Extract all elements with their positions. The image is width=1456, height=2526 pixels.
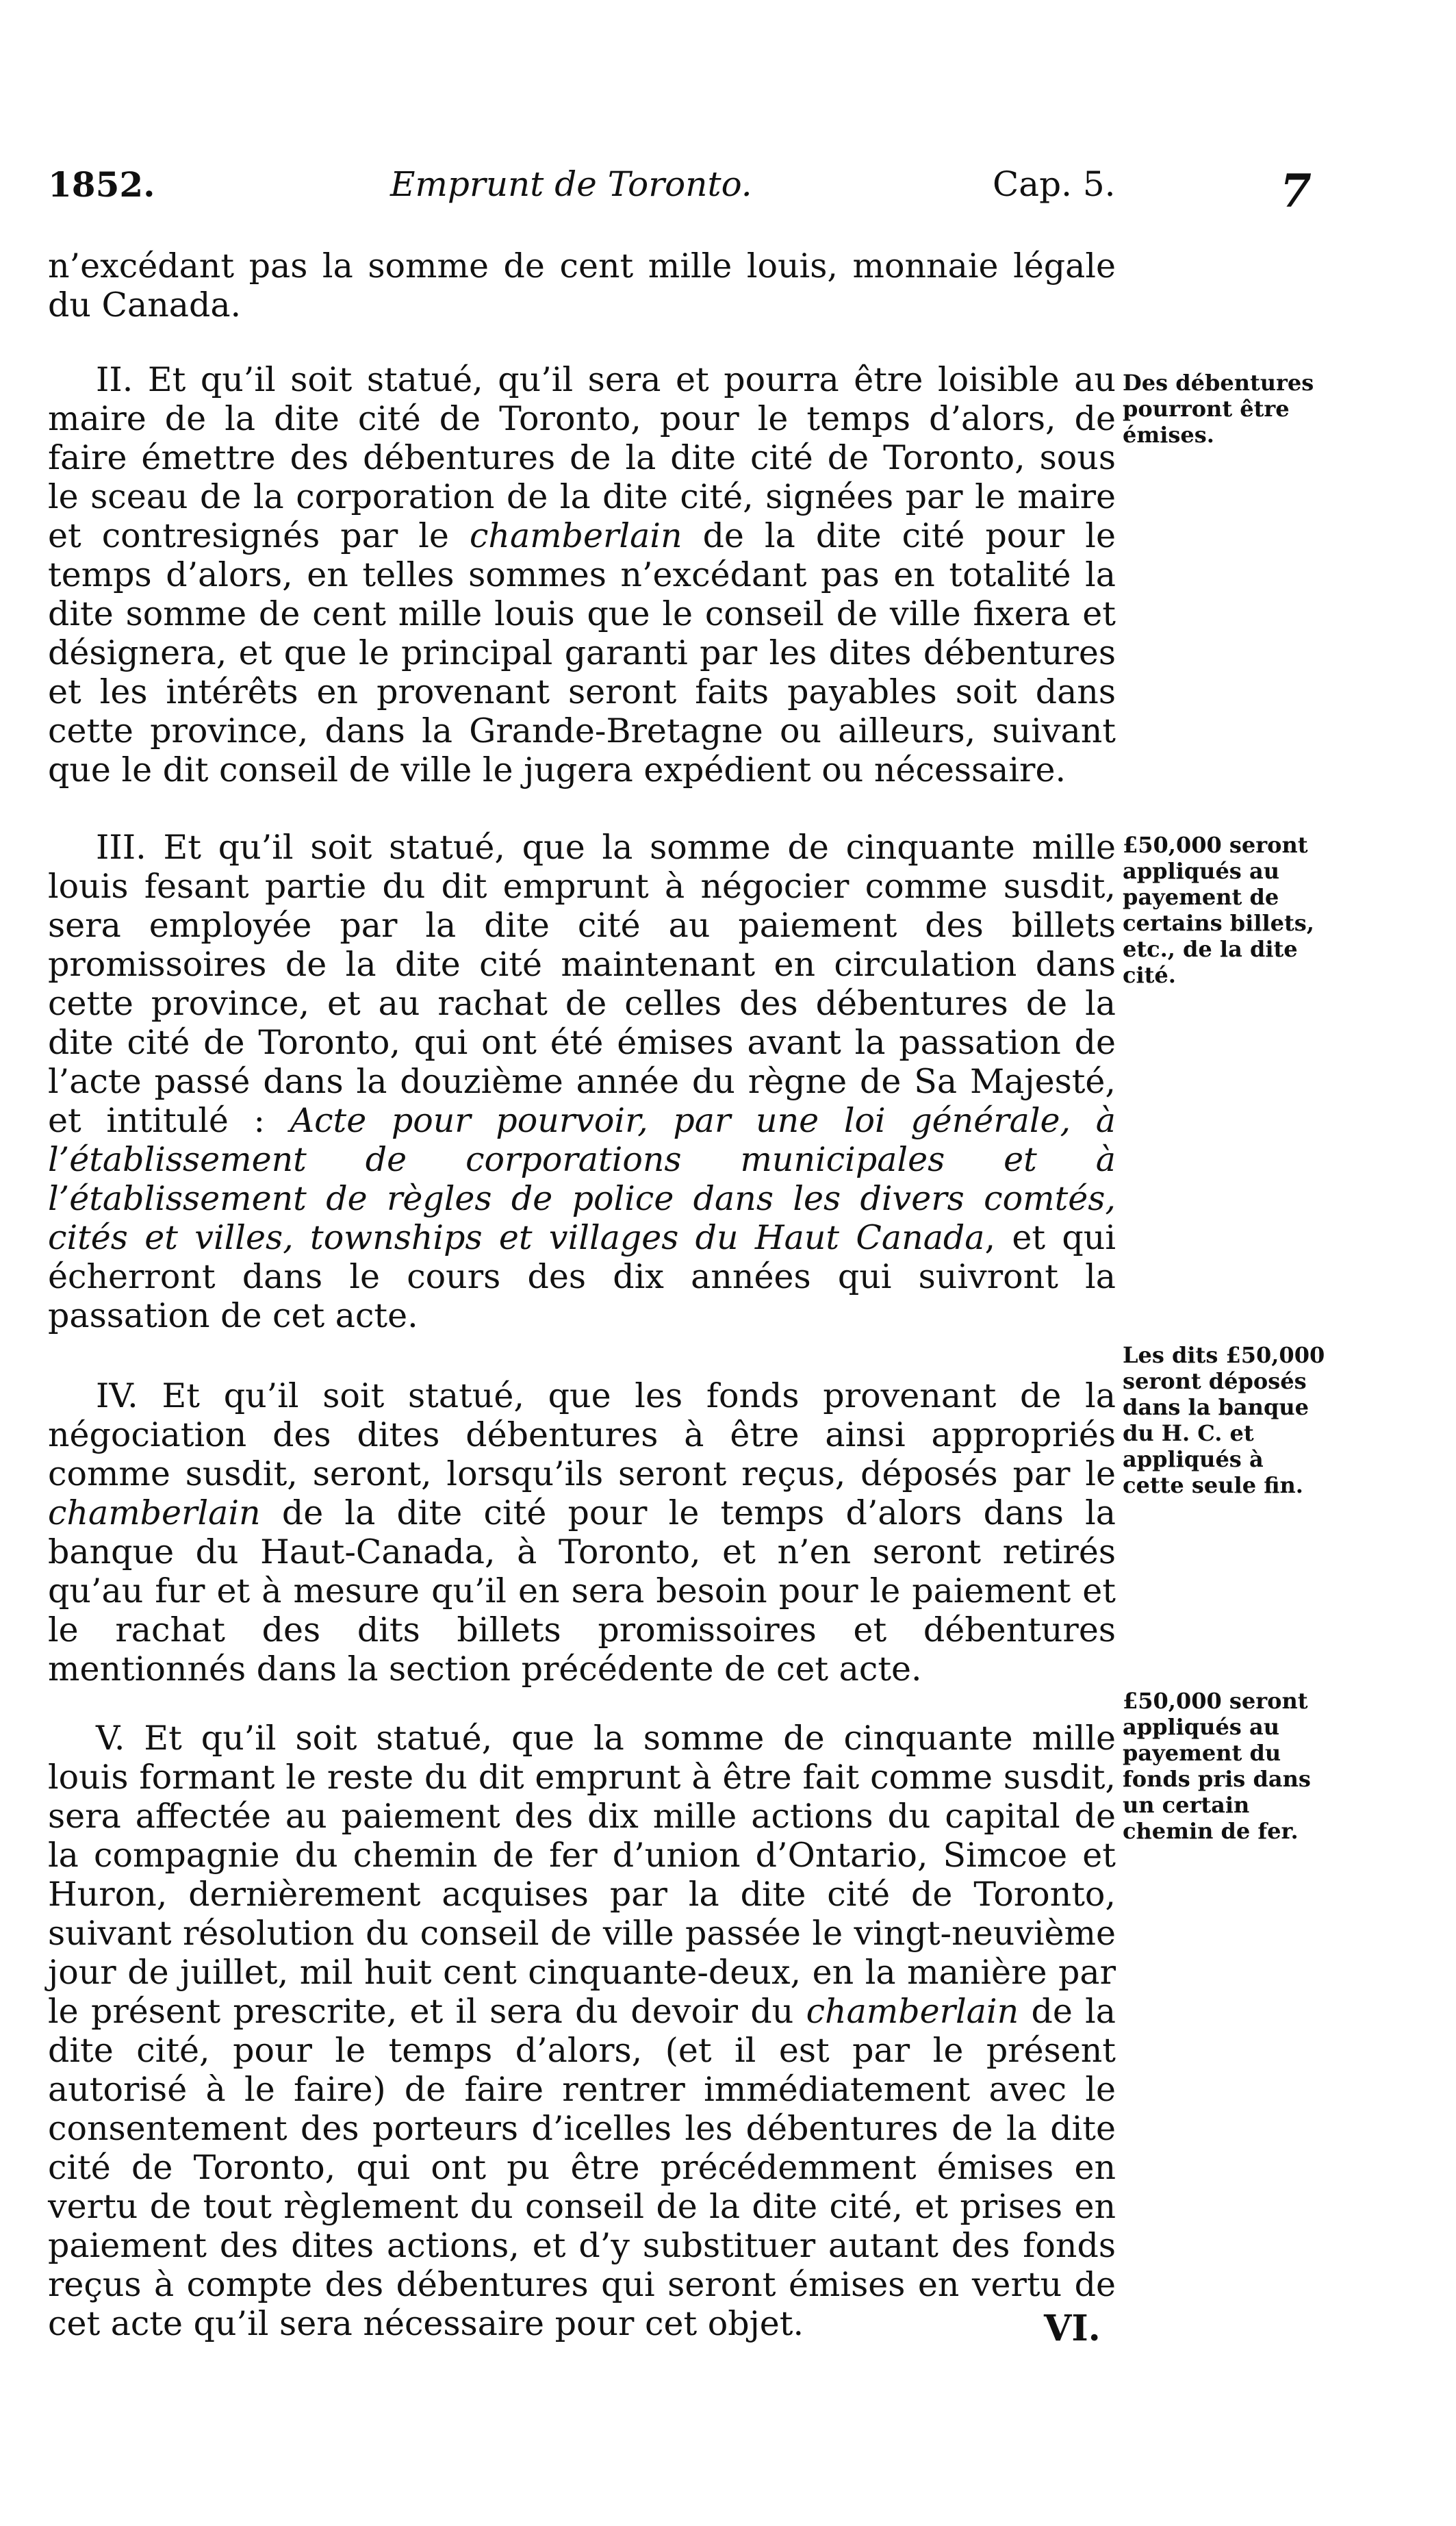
body-text [48,247,1116,2343]
section-ii [48,360,1116,790]
section-italic: Acte pour pourvoir, par une loi générale, à l’établissement de corporations municipales et à l’établissement de règles de police dans les divers comtés, cités et villes, townships et villages du Haut Canada [48,1101,1116,1257]
section-numeral: III. [96,828,146,867]
page-number: 7 [1280,164,1312,218]
section-v [48,1719,1116,2343]
section-iii [48,828,1116,1335]
header-chapter: Cap. 5. [993,164,1116,204]
margin-note-iii: £50,000 seront appliqués au payement de certains billets, etc., de la dite cité. [1123,832,1314,988]
section-text: Et qu’il soit statué, que la somme de cinquante mille louis formant le reste du dit emprunt à être fait comme susdit, sera affectée au paiement des dix mille actions du capital de la compagnie du chemin de fer d’union d’Ontario, Simcoe et Huron, dernièrement acquises par la dite cité de Toronto, suivant résolution du conseil de ville passée le vingt-neuvième jour de juillet, mil huit cent cinquante-deux, en la manière par le présent prescrite, et il sera du devoir du [48,1719,1116,2031]
header-title: Emprunt de Toronto. [390,164,752,204]
section-italic: chamberlain [469,516,682,555]
section-text: Et qu’il soit statué, que la somme de cinquante mille louis fesant partie du dit emprunt à négocier comme susdit, sera employée par la dite cité au paiement des billets promissoires de la dite cité maintenant en circulation dans cette province, et au rachat de celles des débentures de la dite cité de Toronto, qui ont été émises avant la passation de l’acte passé dans la douzième année du règne de Sa Majesté, et intitulé : [48,828,1116,1140]
section-iv [48,1376,1116,1689]
paragraph-continuation: n’excédant pas la somme de cent mille louis, monnaie légale du Canada. [48,247,1116,325]
section-italic: chamberlain [48,1493,261,1532]
section-text-cont: de la dite cité pour le temps d’alors, en telles sommes n’excédant pas en totalité la dite somme de cent mille louis que le conseil de ville fixera et désignera, et que le principal garanti par les dites débentures et les intérêts en provenant seront faits payables soit dans cette province, dans la Grande-Bretagne ou ailleurs, suivant que le dit conseil de ville le jugera expédient ou nécessaire. [48,516,1116,790]
section-text: Et qu’il soit statué, que les fonds provenant de la négociation des dites débentures à être ainsi appropriés comme susdit, seront, lorsqu’ils seront reçus, déposés par le [48,1376,1116,1493]
section-numeral: IV. [96,1376,138,1415]
section-numeral: V. [96,1719,125,1758]
section-text-cont: , et qui écherront dans le cours des dix années qui suivront la passation de cet acte. [48,1218,1116,1335]
header-year: 1852. [48,164,155,205]
catchword: VI. [1044,2308,1101,2349]
section-text-cont: de la dite cité, pour le temps d’alors, (et il est par le présent autorisé à le faire) de faire rentrer immédiatement avec le consentement des porteurs d’icelles les débentures de la dite cité de Toronto, qui ont pu être précédemment émises en vertu de tout règlement du conseil de la dite cité, et prises en paiement des dites actions, et d’y substituer autant des fonds reçus à compte des débentures qui seront émises en vertu de cet acte qu’il sera nécessaire pour cet objet. [48,1992,1116,2343]
section-numeral: II. [96,360,133,399]
section-text: Et qu’il soit statué, qu’il sera et pourra être loisible au maire de la dite cité de Toronto, pour le temps d’alors, de faire émettre des débentures de la dite cité de Toronto, sous le sceau de la corporation de la dite cité, signées par le maire et contresignés par le [48,360,1116,555]
section-italic: chamberlain [806,1992,1019,2031]
running-header [48,164,1335,219]
margin-note-ii: Des débentures pourront être émises. [1123,370,1314,448]
margin-note-v: £50,000 seront appliqués au payement du fonds pris dans un certain chemin de fer. [1123,1688,1311,1844]
margin-note-iv: Les dits £50,000 seront déposés dans la banque du H. C. et appliqués à cette seule fin. [1123,1342,1325,1498]
section-text-cont: de la dite cité pour le temps d’alors dans la banque du Haut-Canada, à Toronto, et n’en seront retirés qu’au fur et à mesure qu’il en sera besoin pour le paiement et le rachat des dits billets promissoires et débentures mentionnés dans la section précédente de cet acte. [48,1493,1116,1689]
